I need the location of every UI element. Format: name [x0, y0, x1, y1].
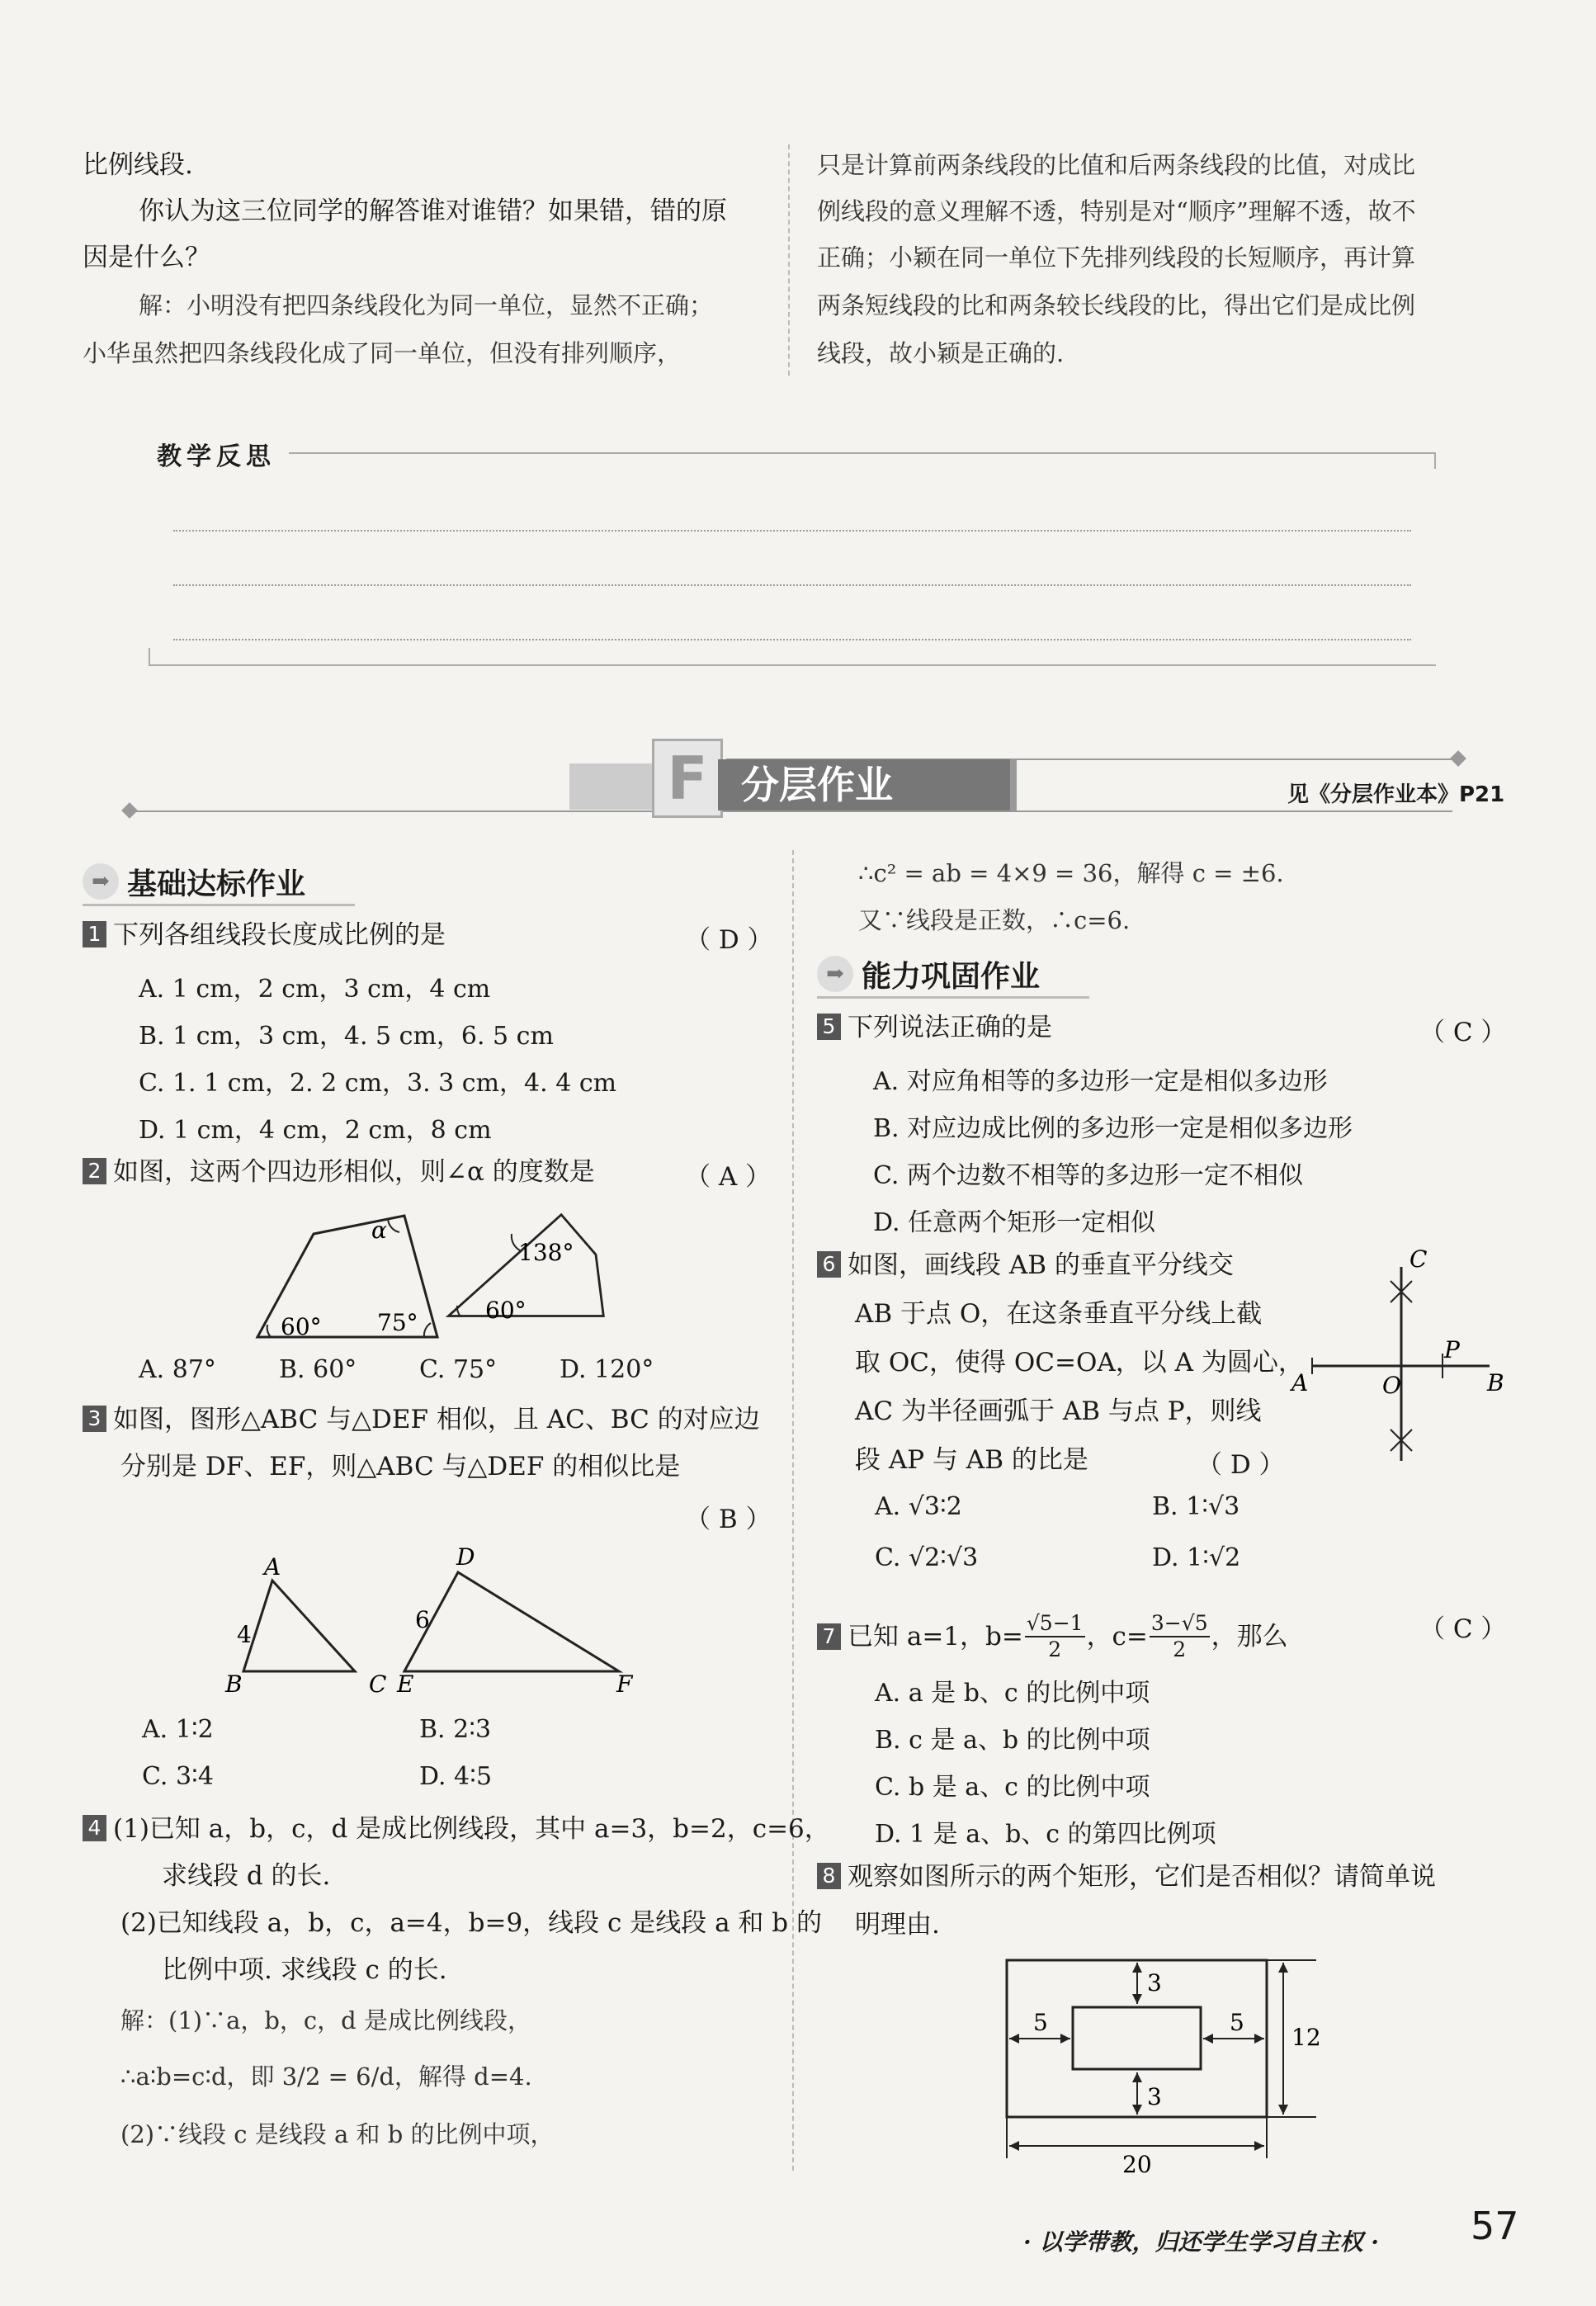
q6-line-1	[817, 1249, 1234, 1282]
q2-stem	[83, 1155, 595, 1188]
q7-b-num: √5−1	[1025, 1611, 1085, 1637]
q5-text: 下列说法正确的是	[848, 1013, 1052, 1042]
banner-f-icon: F	[652, 739, 723, 818]
q5-number: 5	[817, 1014, 841, 1040]
q6-fig-P: P	[1444, 1336, 1460, 1363]
q6-line-3: 取 OC，使得 OC=OA，以 A 为圆心，	[855, 1348, 1304, 1377]
q6-fig-O: O	[1382, 1372, 1401, 1399]
q7-c-num: 3−√5	[1150, 1611, 1210, 1637]
q3-option-b: B. 2∶3	[419, 1715, 492, 1744]
q6-fig-B: B	[1487, 1369, 1504, 1396]
q8-fig-left: 5	[1033, 2009, 1048, 2036]
top-right-line-2: 例线段的意义理解不透，特别是对“顺序”理解不透，故不	[817, 197, 1416, 225]
banner-ref: 见《分层作业本》P21	[1287, 782, 1505, 807]
q7-c-fraction	[1150, 1611, 1210, 1662]
q5-stem	[817, 1011, 1052, 1044]
q8-fig-bottom: 3	[1147, 2083, 1162, 2110]
banner-deco	[569, 763, 652, 810]
q7-text-c: ，那么	[1211, 1622, 1288, 1652]
q4-line-3: (2)已知线段 a，b，c，a=4，b=9，线段 c 是线段 a 和 b 的	[120, 1908, 822, 1938]
q2-option-b: B. 60°	[279, 1355, 357, 1384]
q7-answer: （ C ）	[1419, 1614, 1507, 1644]
q7-text-a: 已知 a=1，b=	[848, 1622, 1023, 1652]
q7-option-b: B. c 是 a、b 的比例中项	[875, 1726, 1150, 1755]
column-divider-bottom	[792, 850, 794, 2171]
q1-text: 下列各组线段长度成比例的是	[113, 920, 446, 950]
q2-option-a: A. 87°	[139, 1355, 216, 1384]
q3-answer: （ B ）	[685, 1505, 772, 1534]
reflection-corner-left	[149, 648, 150, 664]
q2-answer: （ A ）	[685, 1162, 772, 1192]
q8-fig-width: 20	[1122, 2151, 1152, 2178]
q6-line-4: AC 为半径画弧于 AB 与点 P，则线	[855, 1396, 1262, 1426]
q4-sol-2: ∴a∶b=c∶d，即 3/2 = 6/d，解得 d=4.	[120, 2063, 532, 2091]
q4-sol-1: 解：(1)∵a，b，c，d 是成比例线段，	[120, 2006, 531, 2034]
q2-option-c: C. 75°	[419, 1355, 498, 1384]
q5-option-a: A. 对应角相等的多边形一定是相似多边形	[873, 1067, 1328, 1096]
q2-fig-75: 75°	[377, 1309, 418, 1336]
q5-option-b: B. 对应边成比例的多边形一定是相似多边形	[873, 1114, 1353, 1143]
q7-option-a: A. a 是 b、c 的比例中项	[875, 1679, 1150, 1708]
arrow-icon: ➡	[817, 956, 853, 992]
reflection-corner	[1434, 452, 1436, 469]
banner-diamond-right	[1450, 750, 1466, 767]
q8-figure	[990, 1948, 1353, 2179]
q6-option-b: B. 1∶√3	[1152, 1492, 1240, 1521]
q7-number: 7	[817, 1623, 841, 1650]
banner-title: 分层作业	[718, 759, 1015, 810]
top-left-line-5: 小华虽然把四条线段化成了同一单位，但没有排列顺序，	[83, 339, 682, 367]
q3-fig-E: E	[397, 1670, 414, 1698]
q6-option-a: A. √3∶2	[875, 1492, 962, 1521]
q2-fig-60a: 60°	[281, 1313, 322, 1340]
footer-slogan: · 以学带教，归还学生学习自主权 ·	[1023, 2228, 1379, 2256]
q3-fig-C: C	[369, 1670, 387, 1698]
q3-option-a: A. 1∶2	[142, 1715, 214, 1744]
top-left-line-2: 你认为这三位同学的解答谁对谁错？如果错，错的原	[139, 196, 727, 226]
q8-fig-right: 5	[1230, 2009, 1244, 2036]
q6-option-c: C. √2∶√3	[875, 1543, 979, 1572]
q7-option-c: C. b 是 a、c 的比例中项	[875, 1773, 1150, 1802]
q7-stem	[817, 1611, 1288, 1662]
q3-stem-1	[83, 1403, 760, 1436]
q3-fig-B: B	[225, 1670, 243, 1698]
q2-text: 如图，这两个四边形相似，则∠α 的度数是	[113, 1157, 595, 1187]
q7-option-d: D. 1 是 a、b、c 的第四比例项	[875, 1820, 1216, 1849]
q6-number: 6	[817, 1251, 841, 1278]
q6-option-d: D. 1∶√2	[1152, 1543, 1241, 1572]
q6-line-5: 段 AP 与 AB 的比是	[855, 1445, 1088, 1475]
top-left-line-3: 因是什么？	[83, 243, 210, 272]
q3-option-c: C. 3∶4	[142, 1762, 214, 1791]
q7-c-den: 2	[1173, 1637, 1187, 1661]
top-right-line-3: 正确；小颖在同一单位下先排列线段的长短顺序，再计算	[817, 243, 1416, 272]
q2-figure	[248, 1201, 611, 1345]
q4-part1: (1)已知 a，b，c，d 是成比例线段，其中 a=3，b=2，c=6，	[113, 1814, 830, 1844]
q2-fig-138: 138°	[518, 1239, 574, 1266]
section-basic-label: 基础达标作业	[127, 867, 306, 901]
q4-cont-1: ∴c² = ab = 4×9 = 36，解得 c = ±6.	[858, 859, 1284, 887]
q5-answer: （ C ）	[1419, 1018, 1507, 1047]
q8-fig-height: 12	[1291, 2024, 1321, 2051]
q3-line-2: 分别是 DF、EF，则△ABC 与△DEF 的相似比是	[120, 1452, 681, 1481]
top-right-line-5: 线段，故小颖是正确的.	[817, 339, 1065, 367]
q4-sol-3: (2)∵线段 c 是线段 a 和 b 的比例中项，	[120, 2120, 555, 2148]
q3-fig-A: A	[264, 1553, 281, 1581]
q1-option-d: D. 1 cm，4 cm，2 cm，8 cm	[139, 1116, 492, 1145]
q3-fig-F: F	[616, 1670, 633, 1698]
banner-line-left	[132, 810, 1452, 812]
top-right-line-4: 两条短线段的比和两条较长线段的比，得出它们是成比例	[817, 291, 1416, 319]
q2-option-d: D. 120°	[560, 1355, 654, 1384]
q5-option-d: D. 任意两个矩形一定相似	[873, 1208, 1156, 1237]
q3-number: 3	[83, 1406, 106, 1432]
q8-line-2: 明理由.	[855, 1910, 940, 1940]
reflection-line-1[interactable]	[173, 530, 1411, 532]
q4-number: 4	[83, 1815, 106, 1841]
q8-fig-top: 3	[1147, 1969, 1162, 1996]
q7-text-b: ，c=	[1086, 1622, 1148, 1652]
q6-fig-A: A	[1291, 1369, 1309, 1396]
q4-line-2: 求线段 d 的长.	[162, 1861, 331, 1891]
q6-figure	[1287, 1238, 1518, 1469]
q3-fig-4: 4	[237, 1621, 252, 1648]
q8-number: 8	[817, 1863, 841, 1889]
column-divider-top	[788, 144, 790, 376]
q3-fig-D: D	[456, 1543, 475, 1571]
top-right-line-1: 只是计算前两条线段的比值和后两条线段的比值，对成比	[817, 151, 1416, 179]
section-ability	[817, 951, 1089, 997]
reflection-line-2[interactable]	[173, 584, 1411, 586]
section-ability-label: 能力巩固作业	[862, 959, 1041, 994]
page-number: 57	[1471, 2204, 1519, 2248]
q1-answer: （ D ）	[685, 925, 773, 955]
top-left-line-4: 解：小明没有把四条线段化为同一单位，显然不正确；	[139, 291, 714, 319]
q4-cont-2: 又∵线段是正数，∴c=6.	[858, 906, 1131, 934]
reflection-title: 教学反思	[157, 442, 276, 471]
q2-number: 2	[83, 1158, 106, 1184]
q1-option-a: A. 1 cm，2 cm，3 cm，4 cm	[139, 975, 491, 1004]
q6-line-2: AB 于点 O，在这条垂直平分线上截	[855, 1299, 1263, 1329]
q3-option-d: D. 4∶5	[419, 1762, 493, 1791]
q4-line-1	[83, 1812, 830, 1845]
top-left-line-1: 比例线段.	[83, 150, 193, 180]
q1-number: 1	[83, 921, 106, 947]
q3-figure	[219, 1535, 648, 1700]
q2-fig-alpha: α	[371, 1217, 387, 1244]
arrow-icon: ➡	[83, 863, 119, 900]
q3-fig-6: 6	[415, 1606, 430, 1633]
q2-fig-60b: 60°	[485, 1297, 526, 1324]
banner-end	[1010, 759, 1017, 810]
reflection-line-3[interactable]	[173, 639, 1411, 640]
q5-option-c: C. 两个边数不相等的多边形一定不相似	[873, 1161, 1303, 1190]
q8-line-1	[817, 1860, 1436, 1893]
q3-line-1: 如图，图形△ABC 与△DEF 相似，且 AC、BC 的对应边	[113, 1405, 760, 1434]
q6-text-1: 如图，画线段 AB 的垂直平分线交	[848, 1250, 1234, 1280]
section-basic	[83, 858, 355, 905]
q1-option-c: C. 1. 1 cm，2. 2 cm，3. 3 cm，4. 4 cm	[139, 1069, 617, 1098]
banner-diamond-left	[121, 802, 138, 819]
q6-fig-C: C	[1409, 1245, 1428, 1273]
q1-stem	[83, 919, 446, 952]
q4-line-4: 比例中项. 求线段 c 的长.	[162, 1955, 447, 1985]
q7-b-fraction	[1025, 1611, 1085, 1662]
reflection-top-line	[289, 452, 1436, 454]
reflection-bottom-line	[149, 664, 1436, 666]
q7-b-den: 2	[1048, 1637, 1062, 1661]
q6-answer: （ D ）	[1197, 1450, 1285, 1480]
q8-text-1: 观察如图所示的两个矩形，它们是否相似？请简单说	[848, 1862, 1436, 1892]
q1-option-b: B. 1 cm，3 cm，4. 5 cm，6. 5 cm	[139, 1022, 554, 1051]
